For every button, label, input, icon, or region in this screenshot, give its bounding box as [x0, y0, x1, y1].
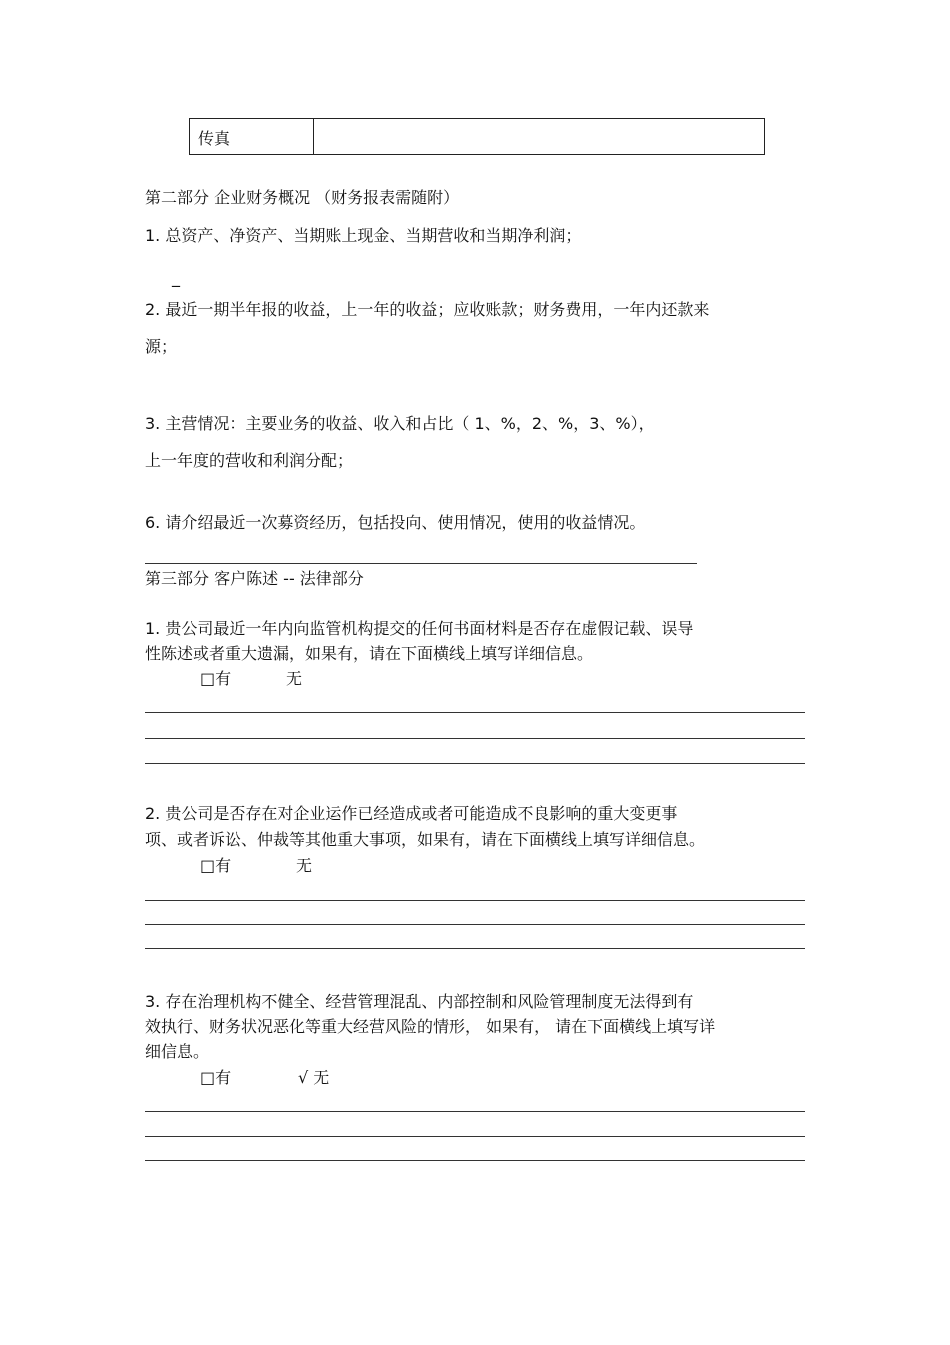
legal-question-3-line1: 3. 存在治理机构不健全、经营管理混乱、内部控制和风险管理制度无法得到有 [145, 992, 694, 1011]
legal-question-1-line1: 1. 贵公司最近一年内向监管机构提交的任何书面材料是否存在虚假记载、误导 [145, 619, 694, 638]
legal-question-3-answer-line[interactable] [145, 1160, 805, 1161]
legal-question-2-answer-line[interactable] [145, 900, 805, 901]
legal-question-2-no-option[interactable]: 无 [296, 856, 313, 875]
legal-question-1-no-option[interactable]: 无 [286, 669, 303, 688]
legal-question-1-answer-line[interactable] [145, 738, 805, 739]
legal-question-3-line3: 细信息。 [145, 1042, 210, 1061]
part2-question-3-line1: 3. 主营情况：主要业务的收益、收入和占比（ 1、%，2、%，3、%）， [145, 414, 655, 433]
legal-question-2-yes-checkbox[interactable]: □有 [200, 856, 232, 875]
part2-question-2-line2: 源； [145, 337, 178, 356]
legal-question-1-line2: 性陈述或者重大遗漏，如果有，请在下面横线上填写详细信息。 [145, 644, 594, 663]
legal-question-3-answer-line[interactable] [145, 1136, 805, 1137]
part2-question-1: 1. 总资产、净资产、当期账上现金、当期营收和当期净利润； [145, 226, 582, 245]
fax-table [189, 118, 765, 155]
legal-question-1-yes-checkbox[interactable]: □有 [200, 669, 232, 688]
part3-heading: 第三部分 客户陈述 -- 法律部分 [145, 569, 364, 588]
part2-question-6: 6. 请介绍最近一次募资经历，包括投向、使用情况，使用的收益情况。 [145, 513, 646, 532]
legal-question-2-answer-line[interactable] [145, 948, 805, 949]
section-divider [145, 563, 697, 564]
legal-question-3-answer-line[interactable] [145, 1111, 805, 1112]
part2-heading: 第二部分 企业财务概况 （财务报表需随附） [145, 188, 460, 207]
fax-value-field[interactable] [314, 119, 764, 154]
legal-question-1-answer-line[interactable] [145, 763, 805, 764]
legal-question-3-yes-checkbox[interactable]: □有 [200, 1068, 232, 1087]
legal-question-3-line2: 效执行、财务状况恶化等重大经营风险的情形， 如果有， 请在下面横线上填写详 [145, 1017, 716, 1036]
part2-question-1-answer[interactable]: _ [172, 268, 180, 287]
legal-question-3-no-option-checked[interactable]: √ 无 [298, 1068, 330, 1087]
fax-label: 传真 [190, 119, 314, 154]
legal-question-2-line1: 2. 贵公司是否存在对企业运作已经造成或者可能造成不良影响的重大变更事 [145, 804, 678, 823]
part2-question-3-line2: 上一年度的营收和利润分配； [145, 451, 354, 470]
legal-question-2-answer-line[interactable] [145, 924, 805, 925]
legal-question-2-line2: 项、或者诉讼、仲裁等其他重大事项，如果有，请在下面横线上填写详细信息。 [145, 830, 706, 849]
legal-question-1-answer-line[interactable] [145, 712, 805, 713]
part2-question-2-line1: 2. 最近一期半年报的收益，上一年的收益；应收账款；财务费用，一年内还款来 [145, 300, 710, 319]
